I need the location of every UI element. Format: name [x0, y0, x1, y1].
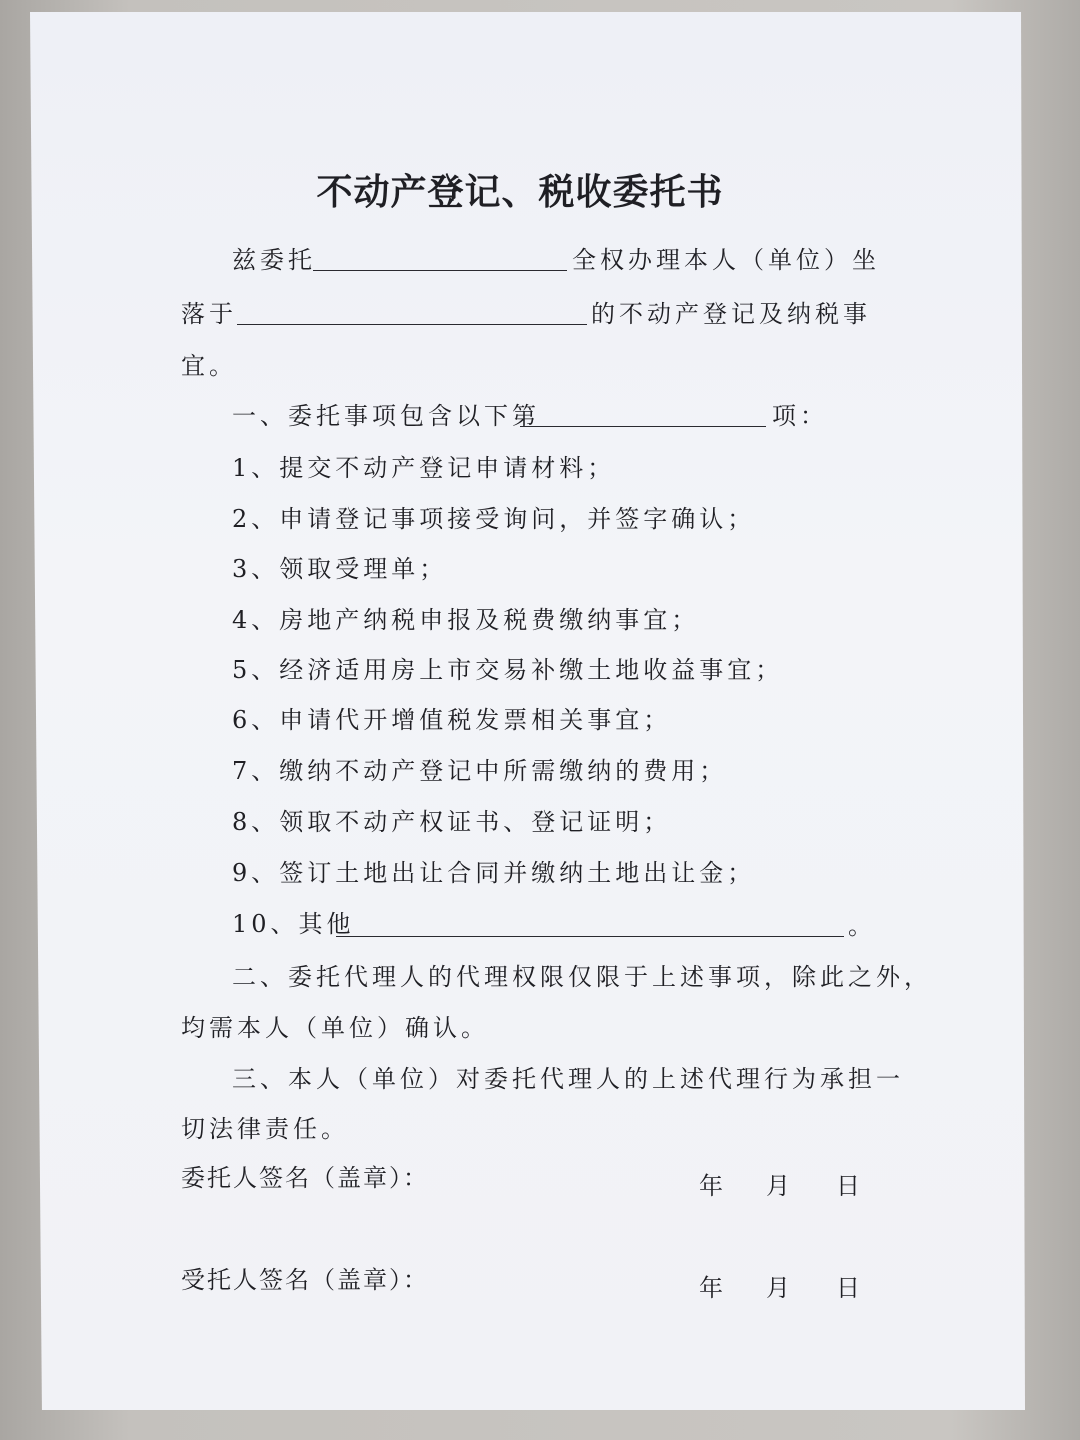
agent-date-day: 日 [836, 1274, 864, 1302]
property-location-blank[interactable] [237, 324, 587, 325]
intro-line3: 宜。 [181, 352, 237, 380]
list-item: 8、领取不动产权证书、登记证明； [232, 808, 672, 836]
other-items-blank[interactable] [336, 936, 844, 937]
principal-date-year: 年 [699, 1172, 727, 1200]
list-item: 3、领取受理单； [232, 555, 448, 583]
list-item: 7、缴纳不动产登记中所需缴纳的费用； [232, 757, 728, 785]
intro-prefix: 兹委托 [232, 246, 316, 274]
list-item: 9、签订土地出让合同并缴纳土地出让金； [232, 859, 756, 887]
section2-line2: 均需本人（单位）确认。 [181, 1014, 489, 1042]
section1-suffix: 项： [772, 402, 828, 430]
list-item: 6、申请代开增值税发票相关事宜； [232, 706, 672, 734]
principal-date-month: 月 [766, 1172, 794, 1200]
section2-line1: 二、委托代理人的代理权限仅限于上述事项，除此之外， [232, 963, 932, 991]
document-title: 不动产登记、税收委托书 [316, 172, 724, 213]
section3-line2: 切法律责任。 [181, 1115, 349, 1143]
agent-signature-label: 受托人签名（盖章）： [181, 1266, 429, 1294]
list-item: 5、经济适用房上市交易补缴土地收益事宜； [232, 656, 784, 684]
list-item: 4、房地产纳税申报及税费缴纳事宜； [232, 606, 700, 634]
list-item: 1、提交不动产登记申请材料； [232, 454, 616, 482]
intro-line2-suffix: 的不动产登记及纳税事 [591, 300, 871, 328]
principal-signature-label: 委托人签名（盖章）： [181, 1164, 429, 1192]
item10-suffix: 。 [848, 912, 876, 940]
agent-date-month: 月 [766, 1274, 794, 1302]
list-item: 2、申请登记事项接受询问，并签字确认； [232, 505, 756, 533]
agent-name-blank[interactable] [313, 270, 567, 271]
intro-middle: 全权办理本人（单位）坐 [572, 246, 880, 274]
item-numbers-blank[interactable] [520, 426, 766, 427]
intro-line2-prefix: 落于 [181, 300, 237, 328]
section1-heading: 一、委托事项包含以下第 [232, 402, 540, 430]
item10-prefix: 10、其他 [232, 910, 355, 938]
principal-date-day: 日 [836, 1172, 864, 1200]
section3-line1: 三、本人（单位）对委托代理人的上述代理行为承担一 [232, 1065, 904, 1093]
agent-date-year: 年 [699, 1274, 727, 1302]
